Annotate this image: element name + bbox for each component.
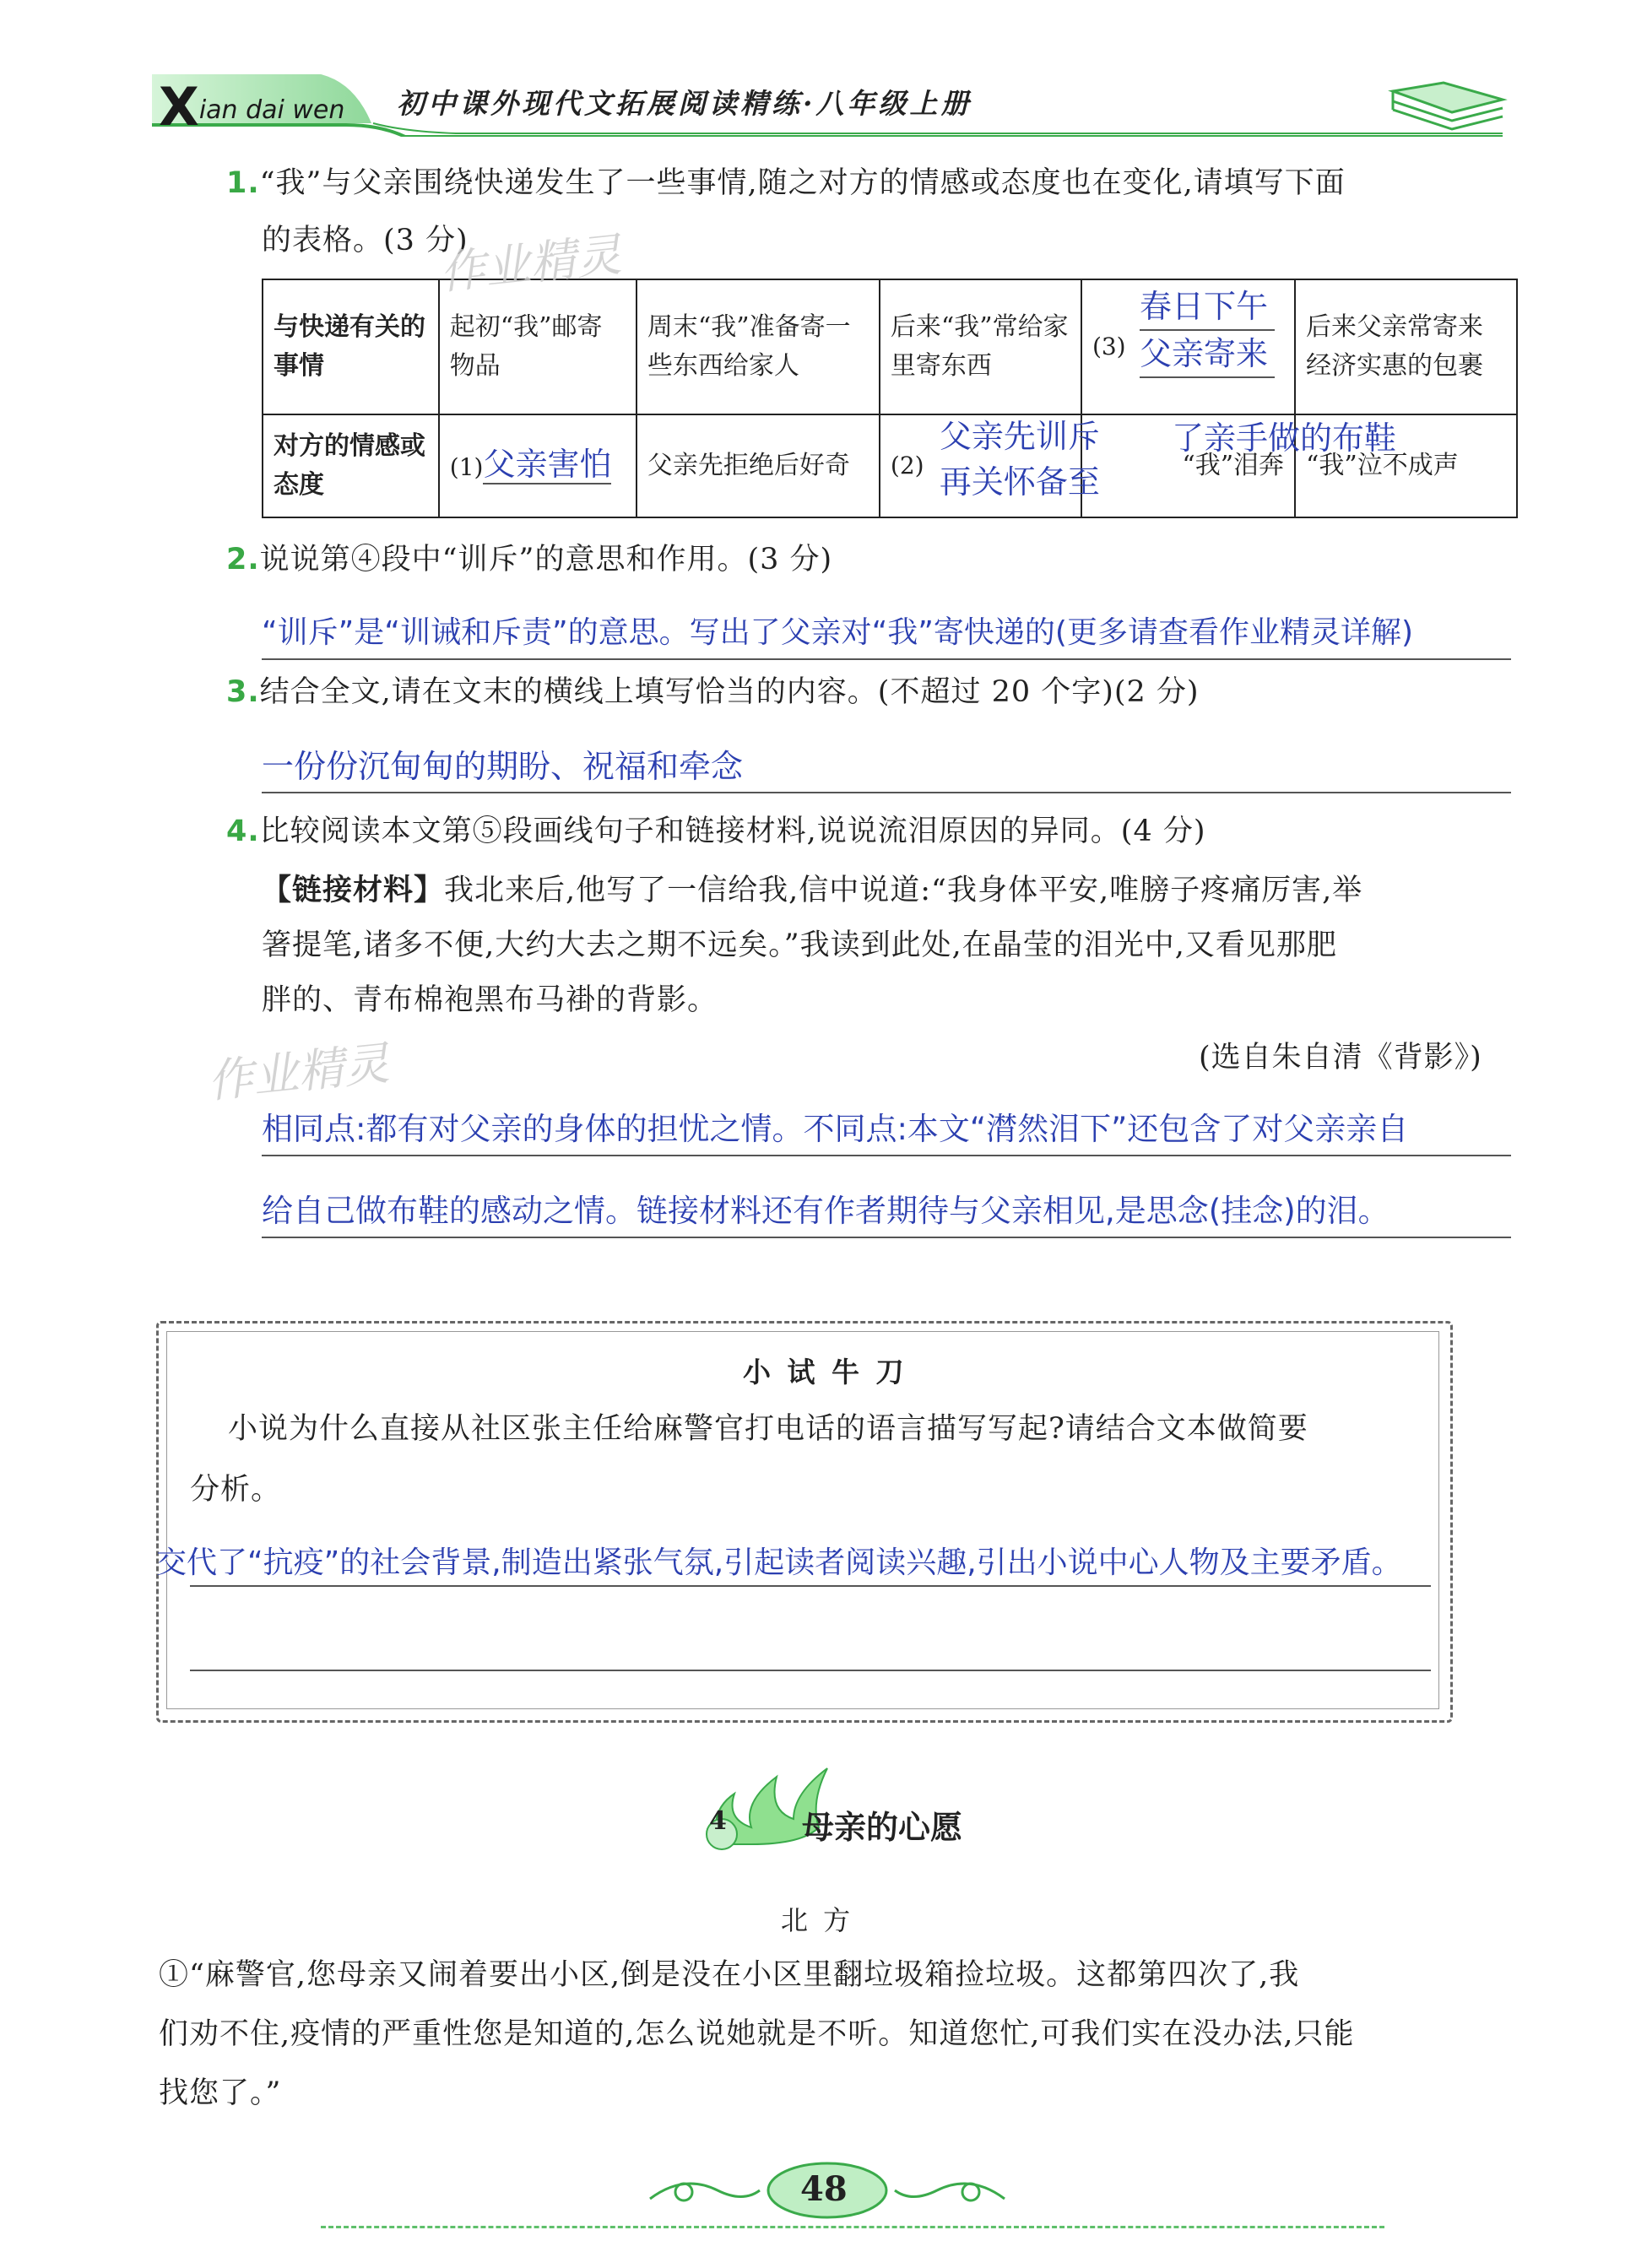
- q4-answer-line1: 相同点:都有对父亲的身体的担忧之情。不同点:本文“潸然泪下”还包含了对父亲亲自: [262, 1104, 1511, 1156]
- practice-text-line2: 分析。: [190, 1473, 282, 1507]
- q2-answer: “训斥”是“训诫和斥责”的意思。写出了父亲对“我”寄快递的(更多请查看作业精灵详解): [262, 608, 1511, 660]
- books-icon: [1384, 66, 1511, 133]
- logo: Xian dai wen: [159, 76, 345, 138]
- table-cell: 后来父亲常寄来经济实惠的包裹: [1295, 279, 1517, 414]
- article-number: 4: [709, 1806, 727, 1836]
- handwritten-answer-overflow: 了亲手做的布鞋: [1172, 419, 1397, 457]
- page-number: 48: [800, 2169, 848, 2209]
- handwritten-answer: 春日下午 父亲寄来: [1140, 284, 1275, 378]
- handwritten-answer: 父亲害怕: [483, 446, 612, 483]
- material-label: 【链接材料】: [262, 874, 445, 907]
- q1-text-line2: 的表格。(3 分): [262, 224, 469, 257]
- article-para1-line1: ①“麻警官,您母亲又闹着要出小区,倒是没在小区里翻垃圾箱捡垃圾。这都第四次了,我: [159, 1958, 1300, 1992]
- q3-text: 3.结合全文,请在文末的横线上填写恰当的内容。(不超过 20 个字)(2 分): [226, 675, 1200, 709]
- answer-line: [190, 1670, 1431, 1671]
- q4-source: (选自朱自清《背影》): [1199, 1041, 1482, 1074]
- q4-material-line3: 胖的、青布棉袍黑布马褂的背影。: [262, 983, 718, 1017]
- q1-number: 1.: [226, 166, 260, 200]
- table-cell-answer-1: (1)父亲害怕: [439, 414, 637, 517]
- article-title: 母亲的心愿: [802, 1809, 963, 1846]
- table-cell: 周末“我”准备寄一些东西给家人: [637, 279, 880, 414]
- q2-number: 2.: [226, 543, 260, 576]
- article-para1-line2: 们劝不住,疫情的严重性您是知道的,怎么说她就是不听。知道您忙,可我们实在没办法,只能: [159, 2017, 1355, 2051]
- table-row-header: 与快递有关的事情: [263, 279, 439, 414]
- q4-number: 4.: [226, 815, 260, 848]
- table-cell-answer-3: (3) 春日下午 父亲寄来: [1081, 279, 1295, 414]
- table-cell: 父亲先拒绝后好奇: [637, 414, 880, 517]
- practice-text-line1: 小说为什么直接从社区张主任给麻警官打电话的语言描写写起?请结合文本做简要: [228, 1412, 1308, 1446]
- practice-title: 小 试 牛 刀: [743, 1356, 907, 1388]
- watermark: 作业精灵: [436, 227, 625, 300]
- table-cell: 后来“我”常给家里寄东西: [880, 279, 1081, 414]
- table-cell-answer-2: (2) 父亲先训斥 再关怀备至: [880, 414, 1081, 517]
- q4-text: 4.比较阅读本文第⑤段画线句子和链接材料,说说流泪原因的异同。(4 分): [226, 815, 1206, 848]
- table-cell: 起初“我”邮寄物品: [439, 279, 637, 414]
- handwritten-answer: 父亲先训斥 再关怀备至: [939, 418, 1100, 501]
- q4-answer-line2: 给自己做布鞋的感动之情。链接材料还有作者期待与父亲相见,是思念(挂念)的泪。: [262, 1186, 1511, 1238]
- header-title: 初中课外现代文拓展阅读精练·八年级上册: [397, 87, 972, 120]
- answer-line: [190, 1585, 1431, 1587]
- article-para1-line3: 找您了。”: [159, 2076, 282, 2110]
- q2-text: 2.说说第④段中“训斥”的意思和作用。(3 分): [226, 543, 833, 576]
- table-cell: “我”泪奔: [1081, 414, 1295, 517]
- article-author: 北 方: [781, 1904, 854, 1936]
- practice-answer: 交代了“抗疫”的社会背景,制造出紧张气氛,引起读者阅读兴趣,引出小说中心人物及主要矛盾。: [156, 1545, 1402, 1580]
- q1-text-line1: 1.“我”与父亲围绕快递发生了一些事情,随之对方的情感或态度也在变化,请填写下面: [226, 166, 1346, 200]
- q4-material-line1: 【链接材料】我北来后,他写了一信给我,信中说道:“我身体平安,唯膀子疼痛厉害,举: [262, 874, 1363, 907]
- q3-number: 3.: [226, 675, 260, 709]
- table-row-header: 对方的情感或态度: [263, 414, 439, 517]
- watermark: 作业精灵: [204, 1036, 393, 1109]
- table-cell: “我”泣不成声: [1295, 414, 1517, 517]
- q4-material-line2: 箸提笔,诸多不便,大约大去之期不远矣。”我读到此处,在晶莹的泪光中,又看见那肥: [262, 928, 1337, 962]
- footer-divider: [321, 2226, 1384, 2228]
- q1-table: [262, 279, 1518, 518]
- q3-answer: 一份份沉甸甸的期盼、祝福和牵念: [262, 741, 1511, 793]
